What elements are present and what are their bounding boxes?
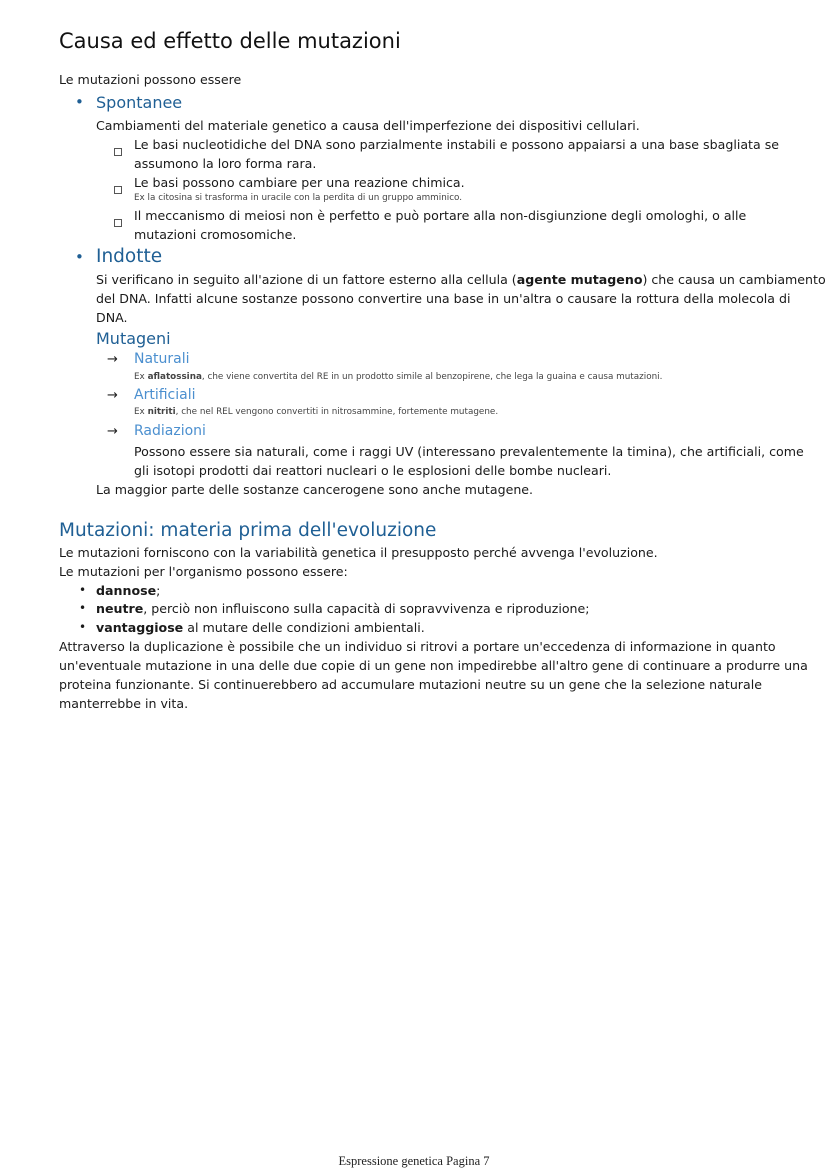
spontanee-item-3-line1: Il meccanismo di meiosi non è perfetto e può portare alla non-disgiunzione degli omologhi, o alle (134, 208, 747, 223)
heading-naturali: Naturali (134, 351, 190, 367)
arrow-right-icon: → (107, 424, 118, 439)
page-footer: Espressione genetica Pagina 7 (338, 1154, 490, 1168)
naturali-ex-pre: Ex (134, 372, 148, 382)
checkbox-icon (114, 212, 122, 231)
evoluzione-p2: Le mutazioni per l'organismo possono essere: (59, 564, 348, 579)
artificiali-ex-post: , che nel REL vengono convertiti in nitrosammine, fortemente mutagene. (175, 407, 499, 417)
bullet-icon: • (79, 583, 87, 597)
list-item-bold: neutre (96, 601, 144, 616)
artificiali-example (134, 406, 498, 419)
list-item (96, 599, 590, 618)
spontanee-item-1-line2: assumono la loro forma rara. (134, 156, 317, 171)
list-item-bold: vantaggiose (96, 620, 184, 635)
naturali-ex-bold: aflatossina (147, 372, 202, 382)
indotte-desc-line2: del DNA. Infatti alcune sostanze possono convertire una base in un'altra o causare la rottura della molecola di (96, 291, 791, 306)
heading-radiazioni: Radiazioni (134, 423, 206, 439)
arrow-right-icon: → (107, 352, 118, 367)
list-item-rest: ; (156, 583, 161, 598)
evoluzione-p1: Le mutazioni forniscono con la variabilità genetica il presupposto perché avvenga l'evoluzione. (59, 545, 658, 560)
naturali-example (134, 371, 662, 384)
list-item-rest: al mutare delle condizioni ambientali. (183, 620, 425, 635)
intro-text: Le mutazioni possono essere (59, 72, 242, 87)
bullet-icon: • (79, 620, 87, 634)
checkbox-icon (114, 179, 122, 198)
checkbox-icon (114, 141, 122, 160)
list-item-bold: dannose (96, 583, 157, 598)
bullet-icon: • (75, 248, 84, 266)
list-item (96, 581, 160, 600)
page-title: Causa ed effetto delle mutazioni (59, 29, 401, 53)
indotte-desc-line3: DNA. (96, 310, 128, 325)
artificiali-ex-bold: nitriti (147, 407, 176, 417)
list-item-rest: , perciò non influiscono sulla capacità di sopravvivenza e riproduzione; (143, 601, 590, 616)
evoluzione-p3-line1: Attraverso la duplicazione è possibile che un individuo si ritrovi a portare un'eccedenza di informazione in quanto (59, 639, 776, 654)
spontanee-item-2-note: Ex la citosina si trasforma in uracile con la perdita di un gruppo amminico. (134, 193, 463, 203)
indotte-desc-line1 (96, 270, 826, 289)
bullet-icon: • (79, 601, 87, 615)
indotte-desc-bold: agente mutageno (516, 272, 643, 287)
evoluzione-p3-line4: manterrebbe in vita. (59, 696, 189, 711)
indotte-desc-post: ) che causa un cambiamento (642, 272, 826, 287)
heading-spontanee: Spontanee (96, 93, 183, 112)
evoluzione-p3-line3: proteina funzionante. Si continuerebbero ad accumulare mutazioni neutre su un gene che la selezione naturale (59, 677, 762, 692)
heading-indotte-text: Indotte (96, 246, 163, 267)
spontanee-item-2-line1: Le basi possono cambiare per una reazione chimica. (134, 175, 465, 190)
heading-artificiali: Artificiali (134, 387, 196, 403)
indotte-closing: La maggior parte delle sostanze cancerogene sono anche mutagene. (96, 482, 534, 497)
radiazioni-line2: gli isotopi prodotti dai reattori nucleari o le esplosioni delle bombe nucleari. (134, 463, 612, 478)
artificiali-ex-pre: Ex (134, 407, 148, 417)
spontanee-desc: Cambiamenti del materiale genetico a causa dell'imperfezione dei dispositivi cellulari. (96, 118, 640, 133)
naturali-ex-post: , che viene convertita del RE in un prodotto simile al benzopirene, che lega la guaina e causa mutazioni. (201, 372, 663, 382)
heading-indotte (96, 245, 162, 269)
arrow-right-icon: → (107, 388, 118, 403)
indotte-desc-pre: Si verificano in seguito all'azione di un fattore esterno alla cellula ( (96, 272, 517, 287)
heading-mutageni: Mutageni (96, 329, 171, 348)
bullet-icon: • (75, 93, 84, 111)
radiazioni-line1: Possono essere sia naturali, come i raggi UV (interessano prevalentemente la timina), che artificiali, come (134, 444, 804, 459)
spontanee-item-3-line2: mutazioni cromosomiche. (134, 227, 297, 242)
evoluzione-p3-line2: un'eventuale mutazione in una delle due copie di un gene non impedirebbe all'altro gene di continuare a produrre una (59, 658, 808, 673)
heading-evoluzione: Mutazioni: materia prima dell'evoluzione (59, 520, 437, 541)
spontanee-item-1-line1: Le basi nucleotidiche del DNA sono parzialmente instabili e possono appaiarsi a una base sbagliata se (134, 137, 780, 152)
list-item (96, 618, 425, 637)
